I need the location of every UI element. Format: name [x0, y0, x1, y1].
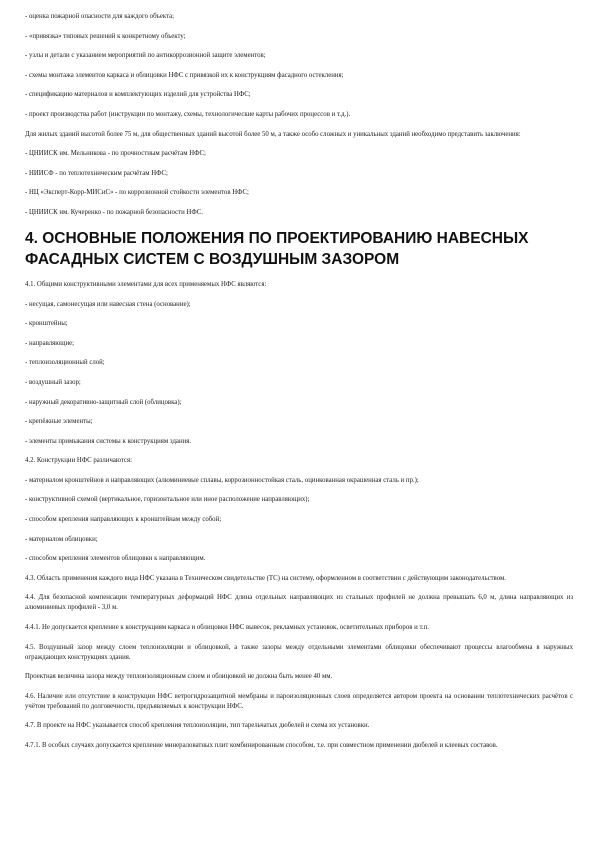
list-item: - элементы примыкания системы к конструкциям здания. [25, 437, 192, 445]
list-item: - спецификацию материалов и комплектующих изделий для устройства НФС; [25, 91, 251, 99]
list-item: - узлы и детали с указанием мероприятий по антикоррозионной защите элементов; [25, 52, 266, 60]
list-item: - оценка пожарной опасности для каждого объекта; [25, 13, 175, 20]
paragraph-4-7: 4.7. В проекте на НФС указывается способ крепления теплоизоляции, тип тарельчатых дюбелей и схема их установки. [25, 722, 370, 730]
paragraph-4-2: 4.2. Конструкции НФС различаются: [25, 457, 132, 465]
list-item: - проект производства работ (инструкции по монтажу, схемы, технологические карты рабочих процессов и т.д.). [25, 110, 351, 118]
list-item: - схемы монтажа элементов каркаса и облицовки НФС с привязкой их к конструкциям фасадного остекления; [25, 71, 344, 79]
list-item: - НИИСФ - по теплотехническим расчётам НФС; [25, 169, 168, 177]
list-item: - воздушный зазор; [25, 378, 81, 386]
list-item: - материалом кронштейнов и направляющих (алюминиевые сплавы, коррозионностойкая сталь, оцинкованная окрашенная сталь и пр.); [25, 476, 419, 484]
list-item: - способом крепления элементов облицовки к направляющим. [25, 555, 206, 563]
list-item: - «привязка» типовых решений к конкретному объекту; [25, 32, 186, 40]
list-item: - конструктивной схемой (вертикальное, горизонтальное или иное расположение направляющих); [25, 496, 310, 504]
list-item: - НЦ «Эксперт-Корр-МИСиС» - по коррозионной стойкости элементов НФС; [25, 189, 249, 197]
paragraph-tall-buildings: Для жилых зданий высотой более 75 м, для общественных зданий высотой более 50 м, а также особо сложных и уникальных зданий необходимо представить заключения: [25, 130, 521, 138]
list-item: - крепёжные элементы; [25, 418, 93, 426]
section-heading: 4. ОСНОВНЫЕ ПОЛОЖЕНИЯ ПО ПРОЕКТИРОВАНИЮ НАВЕСНЫХ ФАСАДНЫХ СИСТЕМ С ВОЗДУШНЫМ ЗАЗОРОМ [25, 229, 529, 268]
list-item: - наружный декоративно-защитный слой (облицовка); [25, 398, 182, 406]
list-item: - ЦНИИСК им. Кучеренко - по пожарной безопасности НФС. [25, 208, 203, 216]
list-item: - направляющие; [25, 339, 75, 347]
list-item: - материалом облицовки; [25, 535, 98, 543]
document-page [25, 12, 573, 755]
paragraph-4-1: 4.1. Общими конструктивными элементами для всех применяемых НФС являются: [25, 280, 267, 288]
paragraph-4-3: 4.3. Область применения каждого вида НФС указана в Техническом свидетельстве (ТС) на систему, оформленном в соответствии с действующим законодательством. [25, 574, 506, 582]
list-item: - способом крепления направляющих к кронштейнам между собой; [25, 516, 222, 524]
paragraph-4-5: 4.5. Воздушный зазор между слоем теплоизоляции и облицовкой, а также зазоры между отдельными элементами облицовки обеспечивают процессы влагообмена в наружных ограждающих конструкциях здания. [25, 643, 573, 661]
list-item: - теплоизоляционный слой; [25, 359, 105, 367]
paragraph-gap: Проектная величина зазора между теплоизоляционным слоем и облицовкой не должна быть менее 40 мм. [25, 673, 333, 681]
list-item: - несущая, самонесущая или навесная стена (основание); [25, 300, 191, 308]
list-item: - кронштейны; [25, 320, 68, 328]
paragraph-4-6: 4.6. Наличие или отсутствие в конструкции НФС ветрогидрозащитной мембраны и пароизоляционных слоев определяется автором проекта на основании теплотехнических расчётов с учётом требований по долговечности, предъявляемых к конструкции НФС. [25, 692, 573, 710]
paragraph-4-4-1: 4.4.1. Не допускается крепление к конструкциям каркаса и облицовки НФС вывесок, рекламных установок, осветительных приборов и т.п. [25, 624, 429, 632]
list-item: - ЦНИИСК им. Мельникова - по прочностным расчётам НФС; [25, 150, 206, 158]
paragraph-4-7-1: 4.7.1. В особых случаях допускается крепление минераловатных плит комбинированным способом, т.е. при совместном применении дюбелей и клеевых составов. [25, 742, 498, 749]
paragraph-4-4: 4.4. Для безопасной компенсации температурных деформаций НФС длина отдельных направляющих из стальных профилей не должна превышать 6,0 м, длина направляющих из алюминиевых профилей - 3,0 м. [25, 594, 573, 612]
